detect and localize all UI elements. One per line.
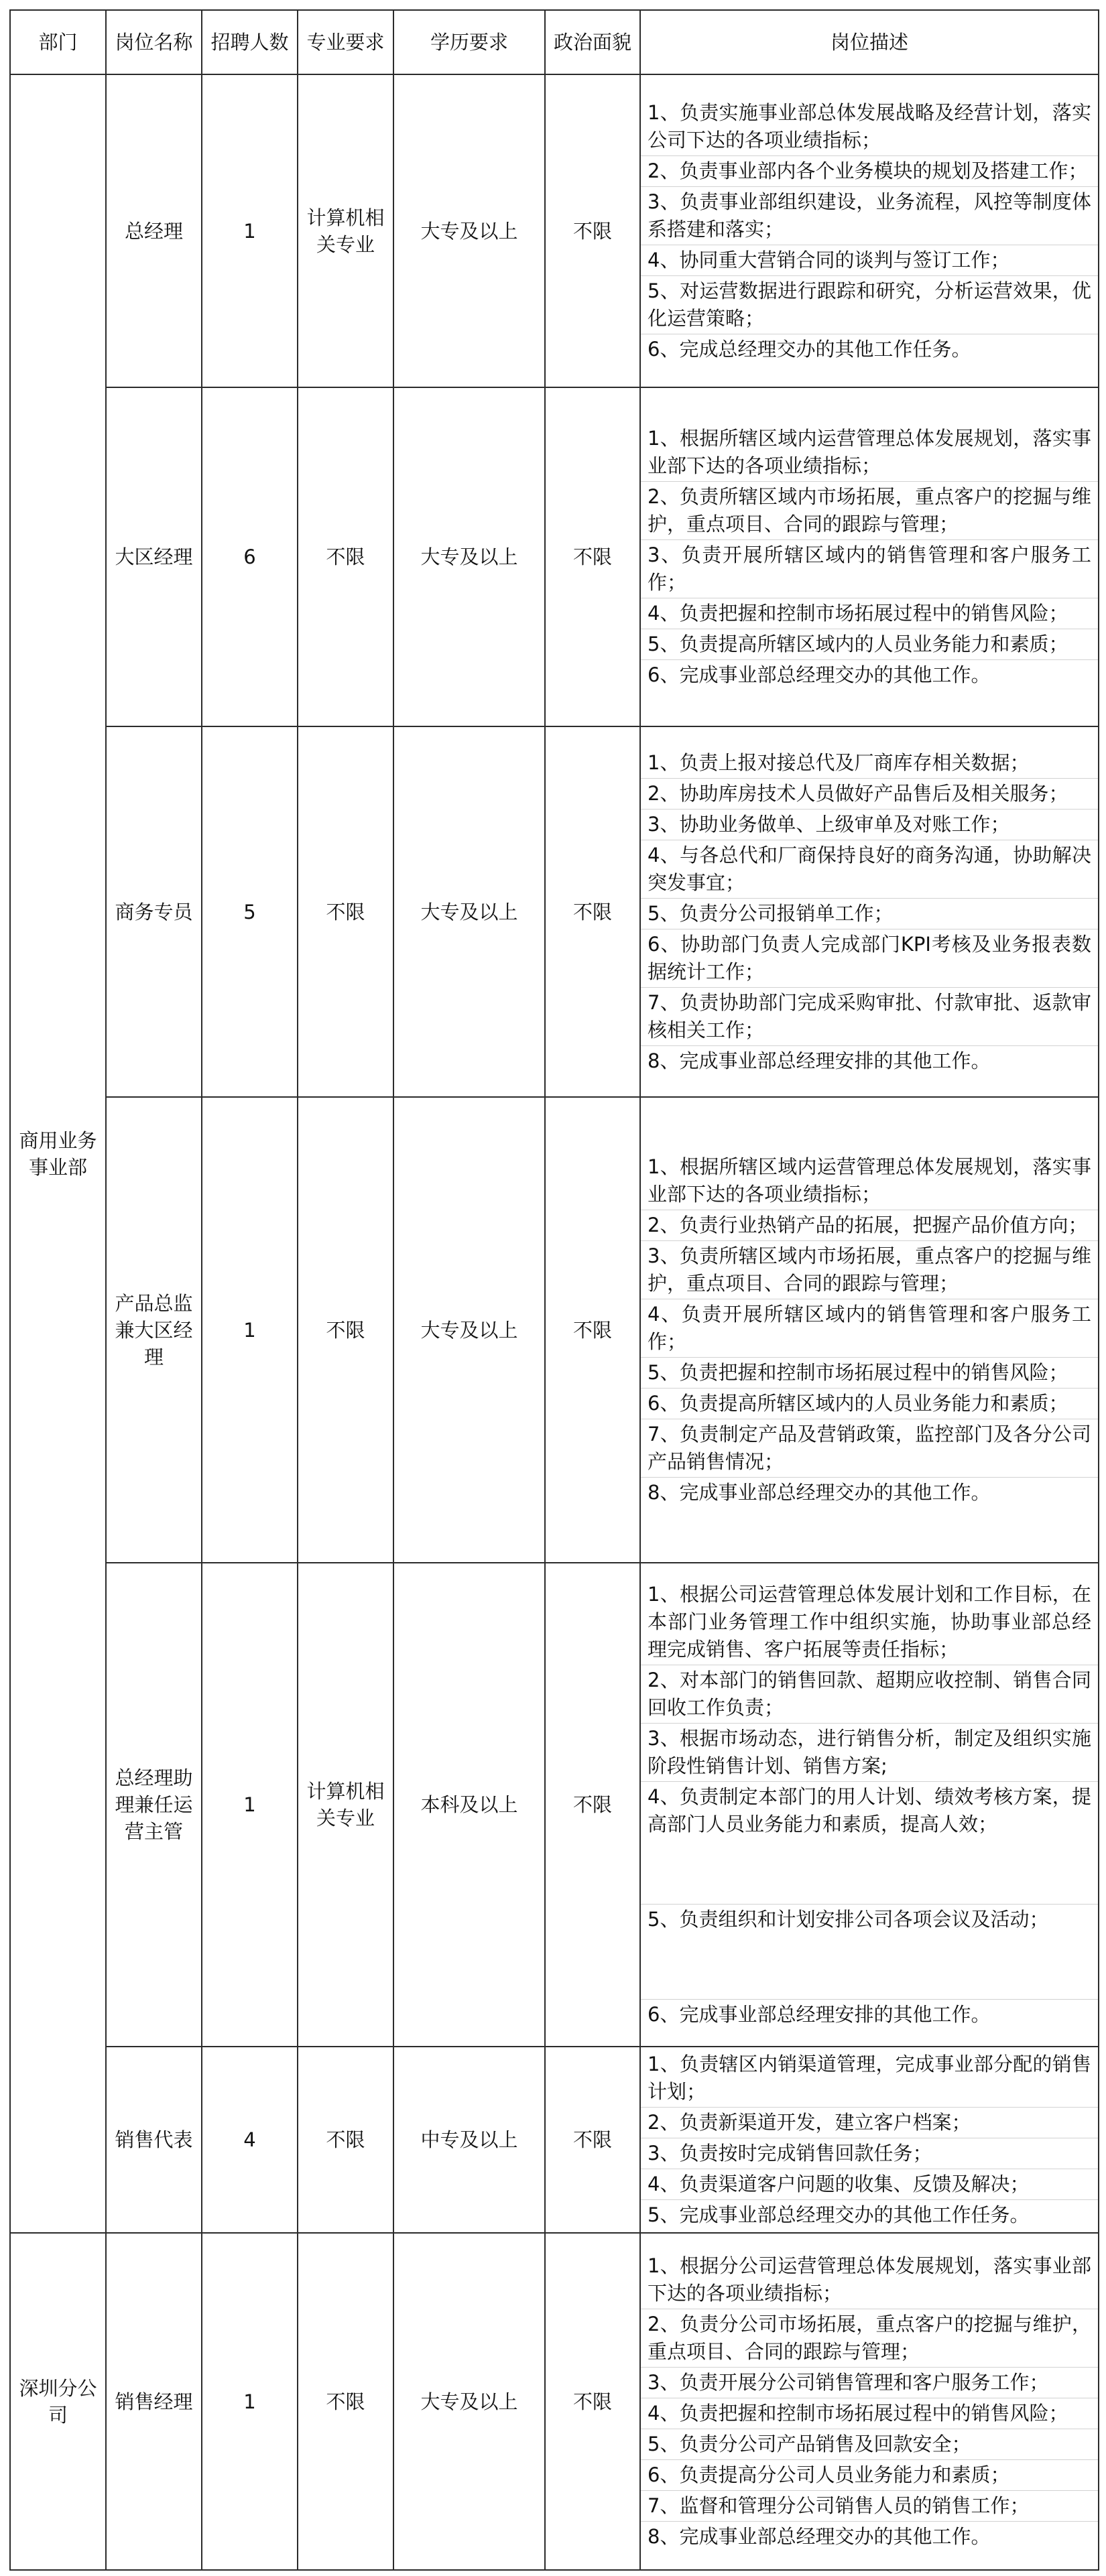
position-count: 1 — [202, 2233, 298, 2570]
header-department: 部门 — [10, 10, 106, 74]
table-row — [10, 1097, 1099, 1563]
duty-line: 2、负责所辖区域内市场拓展，重点客户的挖掘与维护，重点项目、合同的跟踪与管理； — [641, 482, 1098, 540]
duty-line: 8、完成事业部总经理交办的其他工作。 — [648, 2525, 991, 2548]
duty-line: 1、负责上报对接总代及厂商库存相关数据； — [641, 748, 1098, 779]
duty-line: 7、监督和管理分公司销售人员的销售工作； — [641, 2491, 1098, 2522]
duty-line: 4、负责开展所辖区域内的销售管理和客户服务工作； — [641, 1299, 1098, 1358]
position-political: 不限 — [545, 2233, 640, 2570]
header-description: 岗位描述 — [640, 10, 1099, 74]
recruitment-table — [9, 9, 1099, 2571]
header-political: 政治面貌 — [545, 10, 640, 74]
duty-line: 3、根据市场动态，进行销售分析，制定及组织实施阶段性销售计划、销售方案; — [641, 1724, 1098, 1782]
duty-line: 8、完成事业部总经理安排的其他工作。 — [648, 1049, 991, 1072]
position-political: 不限 — [545, 74, 640, 387]
header-major: 专业要求 — [298, 10, 393, 74]
duty-line: 5、对运营数据进行跟踪和研究，分析运营效果，优化运营策略； — [641, 276, 1098, 334]
position-description — [640, 1097, 1099, 1563]
table-row — [10, 2233, 1099, 2570]
position-major: 不限 — [298, 387, 393, 726]
duty-line: 6、负责提高所辖区域内的人员业务能力和素质； — [641, 1389, 1098, 1419]
duty-line: 2、协助库房技术人员做好产品售后及相关服务； — [641, 779, 1098, 810]
position-description — [640, 74, 1099, 387]
position-description — [640, 2233, 1099, 2570]
position-education: 大专及以上 — [393, 726, 545, 1097]
position-major: 不限 — [298, 2233, 393, 2570]
table-row — [10, 2047, 1099, 2233]
position-major: 不限 — [298, 2047, 393, 2233]
duty-line: 2、负责新渠道开发，建立客户档案； — [641, 2108, 1098, 2138]
duty-line: 5、负责组织和计划安排公司各项会议及活动； — [641, 1905, 1098, 2000]
duty-line: 4、协同重大营销合同的谈判与签订工作； — [641, 245, 1098, 276]
table-row — [10, 1563, 1099, 2047]
position-title: 产品总监兼大区经理 — [106, 1097, 202, 1563]
duty-line: 5、完成事业部总经理交办的其他工作任务。 — [648, 2203, 1030, 2226]
duty-line: 8、完成事业部总经理交办的其他工作。 — [648, 1481, 991, 1504]
duty-line: 3、负责所辖区域内市场拓展，重点客户的挖掘与维护，重点项目、合同的跟踪与管理； — [641, 1241, 1098, 1299]
position-education: 本科及以上 — [393, 1563, 545, 2047]
duty-line: 1、负责辖区内销渠道管理，完成事业部分配的销售计划； — [641, 2049, 1098, 2108]
position-education: 大专及以上 — [393, 1097, 545, 1563]
duty-line: 5、负责分公司产品销售及回款安全； — [641, 2429, 1098, 2460]
department-cell: 商用业务事业部 — [10, 74, 106, 2233]
header-education: 学历要求 — [393, 10, 545, 74]
position-title: 总经理 — [106, 74, 202, 387]
duty-line: 1、负责实施事业部总体发展战略及经营计划，落实公司下达的各项业绩指标； — [641, 98, 1098, 156]
position-political: 不限 — [545, 726, 640, 1097]
position-count: 4 — [202, 2047, 298, 2233]
header-row — [10, 10, 1099, 74]
duty-line: 5、负责把握和控制市场拓展过程中的销售风险； — [641, 1358, 1098, 1389]
duty-line: 1、根据分公司运营管理总体发展规划，落实事业部下达的各项业绩指标； — [641, 2251, 1098, 2309]
duty-line: 5、负责分公司报销单工作； — [641, 899, 1098, 929]
position-political: 不限 — [545, 2047, 640, 2233]
duty-line: 1、根据公司运营管理总体发展计划和工作目标，在本部门业务管理工作中组织实施，协助事业部总经理完成销售、客户拓展等责任指标； — [641, 1580, 1098, 1665]
position-education: 中专及以上 — [393, 2047, 545, 2233]
duty-line: 5、负责提高所辖区域内的人员业务能力和素质； — [641, 629, 1098, 660]
position-education: 大专及以上 — [393, 387, 545, 726]
duty-line: 1、根据所辖区域内运营管理总体发展规划，落实事业部下达的各项业绩指标； — [641, 1152, 1098, 1210]
position-education: 大专及以上 — [393, 74, 545, 387]
position-title: 销售经理 — [106, 2233, 202, 2570]
duty-line: 2、负责分公司市场拓展，重点客户的挖掘与维护，重点项目、合同的跟踪与管理； — [641, 2309, 1098, 2368]
position-major: 计算机相关专业 — [298, 74, 393, 387]
duty-line: 4、与各总代和厂商保持良好的商务沟通，协助解决突发事宜； — [641, 840, 1098, 899]
duty-line: 4、负责渠道客户问题的收集、反馈及解决； — [641, 2169, 1098, 2200]
duty-line: 2、负责行业热销产品的拓展，把握产品价值方向； — [641, 1210, 1098, 1241]
position-title: 总经理助理兼任运营主管 — [106, 1563, 202, 2047]
position-major: 不限 — [298, 726, 393, 1097]
duty-line: 4、负责把握和控制市场拓展过程中的销售风险； — [641, 2398, 1098, 2429]
duty-line: 3、负责事业部组织建设，业务流程，风控等制度体系搭建和落实； — [641, 187, 1098, 245]
table-row — [10, 74, 1099, 387]
duty-line: 6、协助部门负责人完成部门KPI考核及业务报表数据统计工作； — [641, 929, 1098, 988]
position-count: 6 — [202, 387, 298, 726]
position-major: 计算机相关专业 — [298, 1563, 393, 2047]
position-count: 1 — [202, 1563, 298, 2047]
duty-line: 1、根据所辖区域内运营管理总体发展规划，落实事业部下达的各项业绩指标； — [641, 424, 1098, 482]
position-political: 不限 — [545, 1563, 640, 2047]
duty-line: 3、负责按时完成销售回款任务； — [641, 2138, 1098, 2169]
department-cell: 深圳分公司 — [10, 2233, 106, 2570]
duty-line: 2、对本部门的销售回款、超期应收控制、销售合同回收工作负责； — [641, 1665, 1098, 1724]
position-title: 商务专员 — [106, 726, 202, 1097]
position-political: 不限 — [545, 1097, 640, 1563]
duty-line: 4、负责制定本部门的用人计划、绩效考核方案，提高部门人员业务能力和素质，提高人效； — [641, 1782, 1098, 1905]
duty-line: 3、负责开展所辖区域内的销售管理和客户服务工作； — [641, 540, 1098, 598]
duty-line: 2、负责事业部内各个业务模块的规划及搭建工作； — [641, 156, 1098, 187]
duty-line: 6、完成事业部总经理安排的其他工作。 — [648, 2003, 991, 2026]
duty-line: 3、负责开展分公司销售管理和客户服务工作； — [641, 2368, 1098, 2398]
position-description — [640, 1563, 1099, 2047]
table-row — [10, 387, 1099, 726]
duty-line: 4、负责把握和控制市场拓展过程中的销售风险； — [641, 598, 1098, 629]
duty-line: 6、完成总经理交办的其他工作任务。 — [648, 337, 971, 361]
duty-line: 7、负责制定产品及营销政策，监控部门及各分公司产品销售情况； — [641, 1419, 1098, 1478]
position-count: 1 — [202, 1097, 298, 1563]
duty-line: 6、完成事业部总经理交办的其他工作。 — [648, 663, 991, 686]
duty-line: 6、负责提高分公司人员业务能力和素质； — [641, 2460, 1098, 2491]
position-political: 不限 — [545, 387, 640, 726]
position-education: 大专及以上 — [393, 2233, 545, 2570]
table-row — [10, 726, 1099, 1097]
position-count: 1 — [202, 74, 298, 387]
position-major: 不限 — [298, 1097, 393, 1563]
header-position: 岗位名称 — [106, 10, 202, 74]
duty-line: 7、负责协助部门完成采购审批、付款审批、返款审核相关工作； — [641, 988, 1098, 1046]
header-count: 招聘人数 — [202, 10, 298, 74]
position-title: 大区经理 — [106, 387, 202, 726]
duty-line: 3、协助业务做单、上级审单及对账工作； — [641, 810, 1098, 840]
position-description — [640, 726, 1099, 1097]
position-description — [640, 2047, 1099, 2233]
position-count: 5 — [202, 726, 298, 1097]
position-title: 销售代表 — [106, 2047, 202, 2233]
position-description — [640, 387, 1099, 726]
